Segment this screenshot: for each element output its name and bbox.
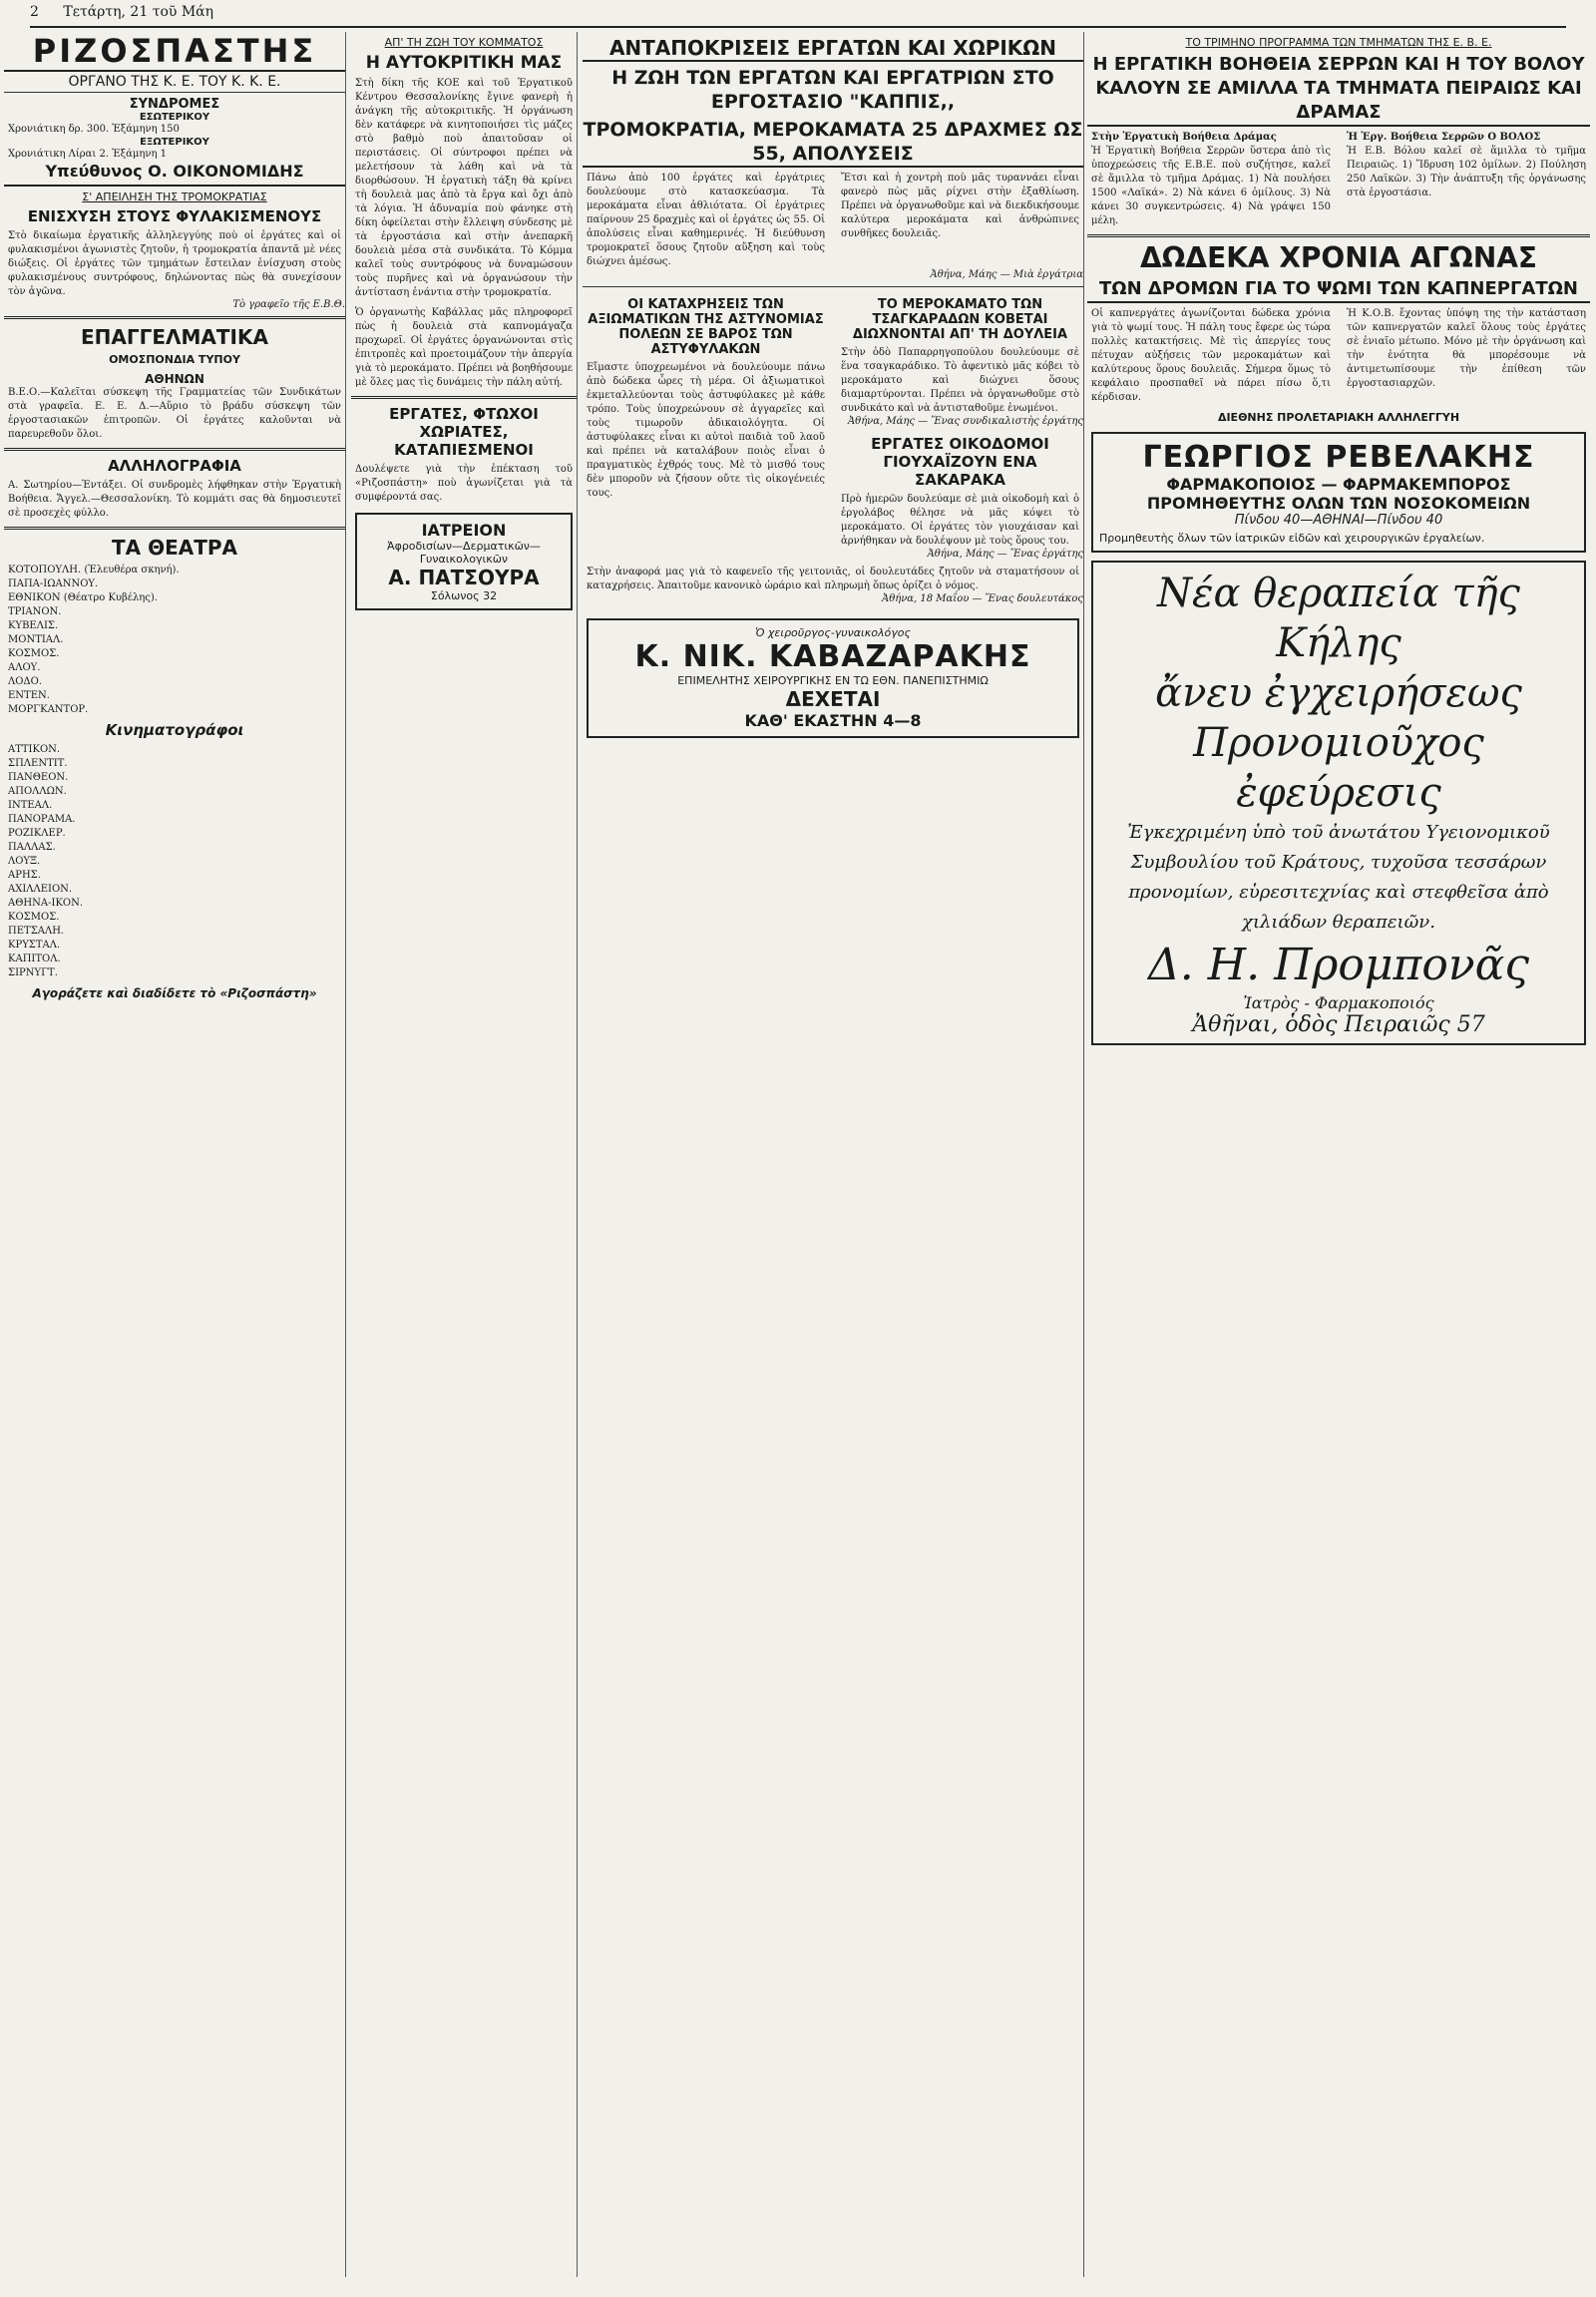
article-body-8: Στὴν Ἐργατικὴ Βοήθεια Δράμας Ἡ Ἐργατικὴ Βοήθεια Σερρῶν ὕστερα ἀπὸ τὶς ὑποχρεώσεις τῆς Ε.Β.Ε. ποὺ συζήτησε, καλεῖ σὲ ἅμιλλα τὸ τμῆμα Δράμας. 1) Νὰ πουλήσει 1500 «Λαϊκά». 2) Νὰ κάνει 6 ὁμίλους. 3) Νὰ κάνει 30 συγκεντρώσεις. 4) Νὰ γράψει 150 μέλη. Ἡ Ἐργ. Βοήθεια Σερρῶν Ο ΒΟΛΟΣ Ἡ Ε.Β. Βόλου καλεῖ σὲ ἅμιλλα τὸ τμῆμα Πειραιῶς. 1) Ἵδρυση 102 ὁμίλων. 2) Πούληση 250 Λαϊκῶν. 3) Τὴν ἀνάπτυξη τῆς ὀργάνωσης στὰ ἐργοστάσια. bbox=[1091, 132, 1586, 226]
surgeon-ad-name: Κ. ΝΙΚ. ΚΑΒΑΖΑΡΑΚΗΣ bbox=[634, 639, 1031, 674]
article-headline-9: ΔΩΔΕΚΑ ΧΡΟΝΙΑ ΑΓΩΝΑΣ bbox=[1139, 241, 1538, 274]
subscriptions-text-2: Χρονιάτικη Λίραι 2. Ἑξάμηνη 1 bbox=[8, 149, 168, 160]
hernia-ad-line1: Νέα θεραπεία τῆς Κήλης bbox=[1157, 571, 1520, 666]
footer-slogan: Αγοράζετε καὶ διαδίδετε τὸ «Ριζοσπάστη» bbox=[32, 986, 317, 1000]
column-4 bbox=[1087, 32, 1590, 2277]
appeal-headline: ΕΡΓΑΤΕΣ, ΦΤΩΧΟΙ ΧΩΡΙΑΤΕΣ, ΚΑΤΑΠΙΕΣΜΕΝΟΙ bbox=[389, 405, 539, 459]
surgeon-ad-receives: ΔΕΧΕΤΑΙ bbox=[785, 687, 881, 711]
article-body-5: Στὴν ὁδὸ Παπαρρηγοπούλου δουλεύουμε σὲ ἕνα τσαγκαράδικο. Τὸ ἀφεντικὸ μᾶς κόβει τὸ μεροκάματο καὶ διώχνει ὅσους διαμαρτύρονται. Πρέπει νὰ ὀργανωθοῦμε στὸ συνδικάτο καὶ νὰ ἀντισταθοῦμε ἑνωμένοι. bbox=[841, 347, 1079, 414]
pharmacy-ad-name: ΓΕΩΡΓΙΟΣ ΡΕΒΕΛΑΚΗΣ bbox=[1142, 440, 1535, 475]
article-headline-8: Η ΕΡΓΑΤΙΚΗ ΒΟΗΘΕΙΑ ΣΕΡΡΩΝ ΚΑΙ Η ΤΟΥ ΒΟΛΟΥ ΚΑΛΟΥΝ ΣΕ ΑΜΙΛΛΑ ΤΑ ΤΜΗΜΑΤΑ ΠΕΙΡΑΙΩΣ ΚΑΙ ΔΡΑΜΑΣ bbox=[1087, 53, 1590, 127]
article-kicker: Σ' ΑΠΕΙΛΗΣΗ ΤΗΣ ΤΡΟΜΟΚΡΑΤΙΑΣ bbox=[82, 191, 267, 203]
divider bbox=[4, 316, 345, 319]
hernia-ad-name: Δ. Η. Προμπονᾶς bbox=[1148, 940, 1529, 990]
article-body-6: Πρὸ ἡμερῶν δουλεύαμε σὲ μιὰ οἰκοδομὴ καὶ ὁ ἐργολάβος θέλησε νὰ μᾶς κόψει τὸ μεροκάματο. Οἱ ἐργάτες τὸν γιουχάισαν καὶ ἀρνήθηκαν νὰ δουλέψουν μὲ τοὺς ὅρους του. bbox=[841, 494, 1079, 547]
article-signature-3: Ἀθήνα, Μάης — Μιὰ ἐργάτρια bbox=[930, 269, 1083, 280]
hernia-ad-line2: ἄνευ ἐγχειρήσεως bbox=[1155, 670, 1522, 716]
section-headline-letters: ΑΛΛΗΛΟΓΡΑΦΙΑ bbox=[108, 457, 241, 475]
letters-body: Α. Σωτηρίου—Ἐντάξει. Οἱ συνδρομὲς λήφθηκαν στὴν Ἐργατικὴ Βοήθεια. Ἄγγελ.—Θεσσαλονίκη. Τὸ κομμάτι σας θὰ δημοσιευτεῖ σὲ προσεχὲς φύλλο. bbox=[8, 480, 341, 519]
clinic-ad-title: ΙΑΤΡΕΙΟΝ bbox=[421, 521, 507, 540]
cinema-list: ΑΤΤΙΚΟΝ. ΣΠΛΕΝΤΙΤ. ΠΑΝΘΕΟΝ. ΑΠΟΛΛΩΝ. ΙΝΤΕΑΛ. ΠΑΝΟΡΑΜΑ. ΡΟΖΙΚΛΕΡ. ΠΑΛΛΑΣ. ΛΟΥΞ. ΑΡΗΣ. ΑΧΙΛΛΕΙΟΝ. ΑΘΗΝΑ-ΙΚΟΝ. ΚΟΣΜΟΣ. ΠΕΤΣΑΛΗ. ΚΡΥΣΤΑΛ. ΚΑΠΙΤΟΛ. ΣΙΡΝΥΓΤ. bbox=[8, 744, 84, 978]
section-subhead: ΟΜΟΣΠΟΝΔΙΑ ΤΥΠΟΥ bbox=[109, 353, 240, 366]
subscriptions-interior: ΕΣΩΤΕΡΙΚΟΥ bbox=[139, 112, 210, 123]
cinemas-title: Κινηματογράφοι bbox=[105, 721, 244, 739]
divider-3 bbox=[4, 527, 345, 530]
article-headline-3: Η ΖΩΗ ΤΩΝ ΕΡΓΑΤΩΝ ΚΑΙ ΕΡΓΑΤΡΙΩΝ ΣΤΟ ΕΡΓΟΣΤΑΣΙΟ "ΚΑΠΠΙΣ,, bbox=[611, 67, 1054, 113]
banner-headline: ΑΝΤΑΠΟΚΡΙΣΕΙΣ ΕΡΓΑΤΩΝ ΚΑΙ ΧΩΡΙΚΩΝ bbox=[583, 36, 1083, 62]
divider-6 bbox=[1087, 234, 1590, 237]
clinic-ad-name: Α. ΠΑΤΣΟΥΡΑ bbox=[388, 566, 540, 589]
divider-4 bbox=[351, 396, 577, 399]
clinic-ad-desc: Ἀφροδισίων—Δερματικῶν—Γυναικολογικῶν bbox=[387, 540, 541, 566]
subscriptions-exterior: ΕΞΩΤΕΡΙΚΟΥ bbox=[140, 137, 209, 148]
director: Υπεύθυνος Ο. ΟΙΚΟΝΟΜΙΔΗΣ bbox=[4, 162, 345, 187]
appeal-body: Δουλέψετε γιὰ τὴν ἐπέκταση τοῦ «Ριζοσπάστη» ποὺ ἀγωνίζεται γιὰ τὰ συμφέροντά σας. bbox=[355, 464, 573, 503]
intl-head: ΔΙΕΘΝΗΣ ΠΡΟΛΕΤΑΡΙΑΚΗ ΑΛΛΗΛΕΓΓΥΗ bbox=[1217, 411, 1460, 424]
article-body-2: Στὴ δίκη τῆς ΚΟΕ καὶ τοῦ Ἐργατικοῦ Κέντρου Θεσσαλονίκης ἔγινε φανερὴ ἡ ἀνάγκη τῆς αὐτοκριτικῆς. Ἡ ὀργάνωση δὲν κατάφερε νὰ κινητοποιήσει τὶς μάζες στὸ βαθμὸ ποὺ ἀπαιτοῦσαν οἱ περιστάσεις. Οἱ σύντροφοι πρέπει νὰ μελετήσουν τὰ λάθη καὶ νὰ τὰ διορθώσουν. Ἡ ἐργατικὴ τάξη θὰ κρίνει τὴ δουλειὰ μας ἀπὸ τὰ ἔργα καὶ ὄχι ἀπὸ τὰ λόγια. Ἡ ἀδυναμία ποὺ φάνηκε στὴ δίκη ὀφείλεται στὴν ἔλλειψη σύνδεσης μὲ τὰ ἐργοστάσια καὶ στὴν ἀνεπαρκῆ δουλειὰ μέσα στὰ συνδικάτα. Τὸ Κόμμα καλεῖ τοὺς συντρόφους νὰ δυναμώσουν τοὺς πυρῆνες καὶ νὰ ὀργανώσουν τὴν ἀντίσταση ἐνάντια στὴν τρομοκρατία. bbox=[355, 78, 573, 298]
article-signature-6: Ἀθήνα, Μάης — Ἕνας ἐργάτης bbox=[927, 549, 1083, 560]
article-body-9: Οἱ καπνεργάτες ἀγωνίζονται δώδεκα χρόνια γιὰ τὸ ψωμί τους. Ἡ πάλη τους ἔφερε ὡς τώρα πολλὲς κατακτήσεις. Μὲ τὶς ἀπεργίες τους πέτυχαν αὐξήσεις τῶν μεροκαμάτων καὶ καλύτερους ὅρους δουλειᾶς. Σήμερα ὅμως τὸ κεφάλαιο προσπαθεῖ νὰ πάρει πίσω ὅ,τι κέρδισαν. Ἡ Κ.Ο.Β. ἔχοντας ὑπόψη της τὴν κατάσταση τῶν καπνεργατῶν καλεῖ ὅλους τοὺς ἐργάτες σὲ ἑνιαῖο μέτωπο. Μόνο μὲ τὴν ὀργάνωση καὶ τὴν ἑνότητα θὰ μπορέσουμε νὰ ἀντιμετωπίσουμε τὴν ἐπίθεση τῶν ἐργοστασιαρχῶν. bbox=[1091, 308, 1586, 403]
issue-date: Τετάρτη, 21 τοῦ Μάη bbox=[63, 4, 214, 20]
article-headline-3b: ΤΡΟΜΟΚΡΑΤΙΑ, ΜΕΡΟΚΑΜΑΤΑ 25 ΔΡΑΧΜΕΣ ΩΣ 55, ΑΠΟΛΥΣΕΙΣ bbox=[583, 118, 1083, 168]
divider-5 bbox=[583, 286, 1083, 287]
theatre-list: ΚΟΤΟΠΟΥΛΗ. (Ἐλευθέρα σκηνή). ΠΑΠΑ-ΙΩΑΝΝΟΥ. ΕΘΝΙΚΟΝ (Θέατρο Κυβέλης). ΤΡΙΑΝΟΝ. ΚΥΒΕΛΙΣ. ΜΟΝΤΙΑΛ. ΚΟΣΜΟΣ. ΑΛΟΥ. ΛΟΔΟ. ΕΝΤΕΝ. ΜΟΡΓΚΑΝΤΟΡ. bbox=[8, 565, 180, 715]
article-kicker-4: ΤΟ ΤΡΙΜΗΝΟ ΠΡΟΓΡΑΜΜΑ ΤΩΝ ΤΜΗΜΑΤΩΝ ΤΗΣ Ε. Β. Ε. bbox=[1185, 36, 1492, 49]
article-headline-4: ΟΙ ΚΑΤΑΧΡΗΣΕΙΣ ΤΩΝ ΑΞΙΩΜΑΤΙΚΩΝ ΤΗΣ ΑΣΤΥΝΟΜΙΑΣ ΠΟΛΕΩΝ ΣΕ ΒΑΡΟΣ ΤΩΝ ΑΣΤΥΦΥΛΑΚΩΝ bbox=[588, 297, 824, 357]
subscriptions-text: Χρονιάτικη δρ. 300. Ἑξάμηνη 150 bbox=[8, 124, 180, 135]
page-number: 2 bbox=[30, 4, 39, 20]
surgeon-ad bbox=[587, 618, 1079, 738]
section-body: Β.Ε.Ο.—Καλεῖται σύσκεψη τῆς Γραμματείας τῶν Συνδικάτων στὰ γραφεῖα. Ε. Ε. Δ.—Αὔριο τὸ βράδυ σύσκεψη τῶν ἐργοστασιακῶν ἐπιτροπῶν. Οἱ ἐργάτες καλοῦνται νὰ παρευρεθοῦν ὅλοι. bbox=[8, 387, 341, 440]
section-headline-theatres: ΤΑ ΘΕΑΤΡΑ bbox=[111, 536, 237, 560]
column-2 bbox=[351, 32, 578, 2277]
hernia-ad bbox=[1091, 561, 1586, 1045]
surgeon-ad-hours: ΚΑΘ' ΕΚΑΣΤΗΝ 4—8 bbox=[744, 711, 922, 730]
article-signature: Τὸ γραφεῖο τῆς Ε.Β.Θ. bbox=[232, 299, 345, 310]
surgeon-ad-kicker: Ὁ χειροῦργος-γυναικολόγος bbox=[755, 626, 911, 639]
article-headline-6: ΕΡΓΑΤΕΣ ΟΙΚΟΔΟΜΟΙ ΓΙΟΥΧΑΪΖΟΥΝ ΕΝΑ ΣΑΚΑΡΑΚΑ bbox=[871, 435, 1049, 489]
masthead-subtitle: ΟΡΓΑΝΟ ΤΗΣ Κ. Ε. ΤΟΥ Κ. Κ. Ε. bbox=[4, 72, 345, 93]
clinic-ad bbox=[355, 513, 573, 610]
hernia-ad-title: Ἰατρὸς - Φαρμακοποιός bbox=[1243, 993, 1434, 1012]
article-kicker-2: ΑΠ' ΤΗ ΖΩΗ ΤΟΥ ΚΟΜΜΑΤΟΣ bbox=[384, 36, 544, 49]
pharmacy-ad-line2: ΠΡΟΜΗΘΕΥΤΗΣ ΟΛΩΝ ΤΩΝ ΝΟΣΟΚΟΜΕΙΩΝ bbox=[1146, 494, 1531, 513]
hernia-ad-line3: Προνομιοῦχος ἐφεύρεσις bbox=[1193, 720, 1484, 816]
page-header-line bbox=[30, 4, 1566, 28]
surgeon-ad-line: ΕΠΙΜΕΛΗΤΗΣ ΧΕΙΡΟΥΡΓΙΚΗΣ ΕΝ ΤΩ ΕΘΝ. ΠΑΝΕΠΙΣΤΗΜΙΩ bbox=[677, 674, 989, 687]
article-signature-7: Ἀθήνα, 18 Μαΐου — Ἕνας δουλευτάκος bbox=[881, 593, 1083, 604]
article-body: Στὸ δικαίωμα ἐργατικῆς ἀλληλεγγύης ποὺ οἱ ἐργάτες καὶ οἱ φυλακισμένοι ἀγωνιστὲς ζητοῦν, ἡ τρομοκρατία ἀπαντᾶ μὲ νέες διώξεις. Οἱ ἐργάτες τῶν τμημάτων ἔστειλαν ἐνίσχυση στοὺς φυλακισμένους συντρόφους, δηλώνοντας πὼς θὰ συνεχίσουν τὸν ἀγῶνα. bbox=[8, 230, 341, 297]
city-head: ΑΘΗΝΩΝ bbox=[145, 372, 204, 386]
subscriptions-title: ΣΥΝΔΡΟΜΕΣ bbox=[129, 97, 220, 112]
column-3 bbox=[583, 32, 1084, 2277]
column-1 bbox=[4, 32, 346, 2277]
section-headline: ΕΠΑΓΓΕΛΜΑΤΙΚΑ bbox=[81, 325, 268, 349]
pharmacy-ad-body: Προμηθευτὴς ὅλων τῶν ἰατρικῶν εἰδῶν καὶ χειρουργικῶν ἐργαλείων. bbox=[1099, 532, 1485, 545]
article-headline-5: ΤΟ ΜΕΡΟΚΑΜΑΤΟ ΤΩΝ ΤΣΑΓΚΑΡΑΔΩΝ ΚΟΒΕΤΑΙ ΔΙΩΧΝΟΝΤΑΙ ΑΠ' ΤΗ ΔΟΥΛΕΙΑ bbox=[852, 297, 1068, 342]
article-signature-5: Ἀθήνα, Μάης — Ἕνας συνδικαλιστὴς ἐργάτης bbox=[847, 416, 1083, 427]
two-articles bbox=[583, 293, 1083, 560]
article-headline: ΕΝΙΣΧΥΣΗ ΣΤΟΥΣ ΦΥΛΑΚΙΣΜΕΝΟΥΣ bbox=[27, 207, 322, 225]
article-headline-9b: ΤΩΝ ΔΡΟΜΩΝ ΓΙΑ ΤΟ ΨΩΜΙ ΤΩΝ ΚΑΠΝΕΡΓΑΤΩΝ bbox=[1087, 277, 1590, 303]
article-body-4: Εἴμαστε ὑποχρεωμένοι νὰ δουλεύουμε πάνω ἀπὸ δώδεκα ὧρες τὴ μέρα. Οἱ ἀξιωματικοὶ ἐκμεταλλεύονται τοὺς ἀστυφύλακες μὲ κάθε τρόπο. Τοὺς ὑποχρεώνουν σὲ ἀγγαρεῖες καὶ τοὺς τιμωροῦν ἀδικαιολόγητα. Οἱ ἀστυφύλακες εἶναι κι αὐτοὶ παιδιὰ τοῦ λαοῦ καὶ πρέπει νὰ καταλάβουν ποιὸς εἶναι ὁ πραγματικὸς ἐχθρός τους. Μὲ τὸ μισθό τους δὲν μποροῦν νὰ ζήσουν οὔτε τὶς οἰκογένειές τους. bbox=[587, 362, 825, 499]
hernia-ad-line4: Ἐγκεχριμένη ὑπὸ τοῦ ἀνωτάτου Υγειονομικοῦ Συμβουλίου τοῦ Κράτους, τυχοῦσα τεσσάρων προνομίων, εὑρεσιτεχνίας καὶ στεφθεῖσα ἀπὸ χιλιάδων θεραπειῶν. bbox=[1127, 822, 1550, 933]
pharmacy-ad-line3: Πίνδου 40—ΑΘΗΝΑΙ—Πίνδου 40 bbox=[1234, 513, 1443, 528]
hernia-ad-address: Ἀθῆναι, ὁδὸς Πειραιῶς 57 bbox=[1192, 1012, 1485, 1037]
masthead-title: ΡΙΖΟΣΠΑΣΤΗΣ bbox=[4, 32, 345, 72]
article-headline-2: Η ΑΥΤΟΚΡΙΤΙΚΗ ΜΑΣ bbox=[365, 53, 563, 73]
clinic-ad-address: Σόλωνος 32 bbox=[430, 589, 498, 602]
article-body-7: Στὴν ἀναφορά μας γιὰ τὸ καφενεῖο τῆς γειτονιᾶς, οἱ δουλευτάδες ζητοῦν νὰ σταματήσουν οἱ καταχρήσεις. Ἀπαιτοῦμε κανονικὸ ὡράριο καὶ πληρωμὴ ὅπως ὁρίζει ὁ νόμος. bbox=[587, 567, 1079, 591]
pharmacy-ad bbox=[1091, 432, 1586, 553]
article-body-2b: Ὁ ὀργανωτὴς Καβάλλας μᾶς πληροφορεῖ πὼς ἡ δουλειὰ στὰ καπνομάγαζα προχωρεῖ. Οἱ ἐργάτες ὀργανώνονται στὶς ἐπιτροπὲς καὶ προετοιμάζουν τὴν ἀπεργία γιὰ τὸ μεροκάματο. Πρέπει νὰ βοηθήσουμε μὲ ὅλες μας τὶς δυνάμεις τὴν πάλη αὐτή. bbox=[355, 307, 573, 388]
article-body-3: Πάνω ἀπὸ 100 ἐργάτες καὶ ἐργάτριες δουλεύουμε στὸ κατασκεύασμα. Τὰ μεροκάματα εἶναι ἀθλιότατα. Οἱ ἐργάτριες παίρνουν 25 δραχμὲς καὶ οἱ ἐργάτες ὡς 55. Οἱ ἀπολύσεις εἶναι καθημερινές. Ἡ διεύθυνση τρομοκρατεῖ ὅσους ζητοῦν αὔξηση καὶ τοὺς διώχνει ἀμέσως. Ἔτσι καὶ ἡ χοντρὴ ποὺ μᾶς τυραννάει εἶναι φανερὸ πὼς μᾶς ρίχνει στὴν ἐξαθλίωση. Πρέπει νὰ ὀργανωθοῦμε καὶ νὰ διεκδικήσουμε καλύτερα μεροκάματα καὶ ἀνθρώπινες συνθῆκες δουλειᾶς. bbox=[587, 173, 1079, 267]
divider-2 bbox=[4, 448, 345, 451]
pharmacy-ad-line1: ΦΑΡΜΑΚΟΠΟΙΟΣ — ΦΑΡΜΑΚΕΜΠΟΡΟΣ bbox=[1166, 475, 1511, 494]
